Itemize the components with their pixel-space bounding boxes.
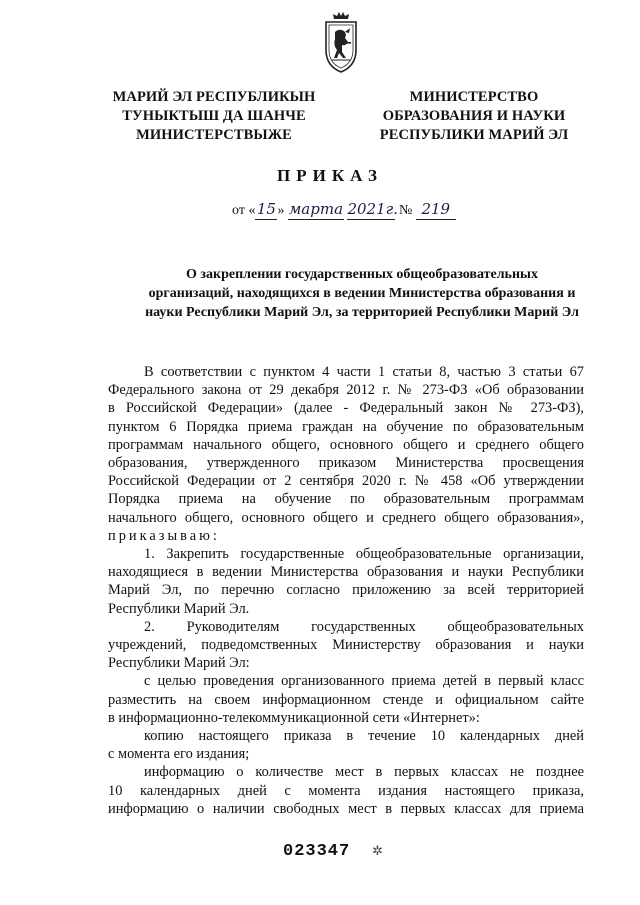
body-line: Республики Марий Эл. [108,600,250,617]
header-left-line: МАРИЙ ЭЛ РЕСПУБЛИКЫН [112,89,316,105]
body-line-decree: приказываю: [108,527,220,544]
subject-line: О закреплении государственных общеобразовательных [186,267,538,282]
body-line: программам начального общего, основного общего и среднего общего [108,436,584,453]
body-line: образования, утвержденного приказом Министерства просвещения [108,455,584,472]
body-line: в информационно-телекоммуникационной сети «Интернет»: [108,709,480,726]
body-line: Российской Федерации от 2 сентября 2020 г. № 458 «Об утверждении [108,473,584,490]
quote-open: « [248,203,256,218]
number-label: № [398,203,413,218]
header-marij-ministry [100,88,328,145]
header-right-line: МИНИСТЕРСТВО [409,89,539,105]
order-day: 15 [256,200,276,218]
body-line: находящиеся в ведении Министерства образования и науки Республики [108,564,584,581]
order-body [108,363,584,818]
body-line: начального общего, основного общего и среднего общего образования», [108,509,584,526]
body-line: Федерального закона от 29 декабря 2012 г. № 273-ФЗ «Об образовании [108,382,584,399]
header-left-line: ТУНЫКТЫШ ДА ШАНЧЕ [122,108,306,124]
body-line: с момента его издания; [108,746,250,763]
body-line: информацию о количестве мест в первых классах не позднее [144,764,584,781]
body-line: 2. Руководителям государственных общеобразовательных [144,618,584,635]
body-line: в Российской Федерации» (далее - Федеральный закон № 273-ФЗ), [108,400,584,417]
order-year-suffix: г. [385,200,398,218]
header-left-line: МИНИСТЕРСТВЫЖЕ [136,127,292,143]
body-line: разместить на своем информационном стенде и официальном сайте [108,691,584,708]
body-line: информацию о наличии свободных мест в первых классах для приема [108,800,584,817]
subject-line: науки Республики Марий Эл, за территорией Республики Марий Эл [145,305,579,320]
order-number: 219 [421,200,451,218]
body-line: Марий Эл, по перечню согласно приложению за всей территорией [108,582,584,599]
order-subject [142,265,582,322]
order-month: марта [288,200,344,218]
body-line: В соответствии с пунктом 4 части 1 статьи 8, частью 3 статьи 67 [144,364,584,380]
subject-line: организаций, находящихся в ведении Министерства образования и [148,286,576,301]
body-line: 10 календарных дней с момента издания настоящего приказа, [108,782,584,799]
coat-of-arms-emblem [320,12,362,74]
form-serial-number: 023347 [283,842,351,861]
order-title: ПРИКАЗ [277,166,383,185]
body-line: с целью проведения организованного приема детей в первый класс [144,673,584,690]
body-line: пунктом 6 Порядка приема граждан на обучение по образовательным [108,418,584,435]
quote-close: » [277,203,285,218]
body-line: Республики Марий Эл: [108,655,250,672]
body-line: учреждений, подведомственных Министерству образования и науки [108,637,584,654]
security-mark-icon: ✲ [372,843,383,858]
header-right-line: РЕСПУБЛИКИ МАРИЙ ЭЛ [379,127,569,143]
from-label: от [232,203,245,218]
order-year: 2021 [347,200,386,218]
order-date-number-line [232,200,492,224]
header-right-line: ОБРАЗОВАНИЯ И НАУКИ [382,108,566,124]
body-line: копию настоящего приказа в течение 10 календарных дней [144,728,584,745]
header-russian-ministry [360,88,588,145]
body-line: Порядка приема на обучение по образовательным программам [108,491,584,508]
body-line: 1. Закрепить государственные общеобразовательные организации, [144,546,584,563]
